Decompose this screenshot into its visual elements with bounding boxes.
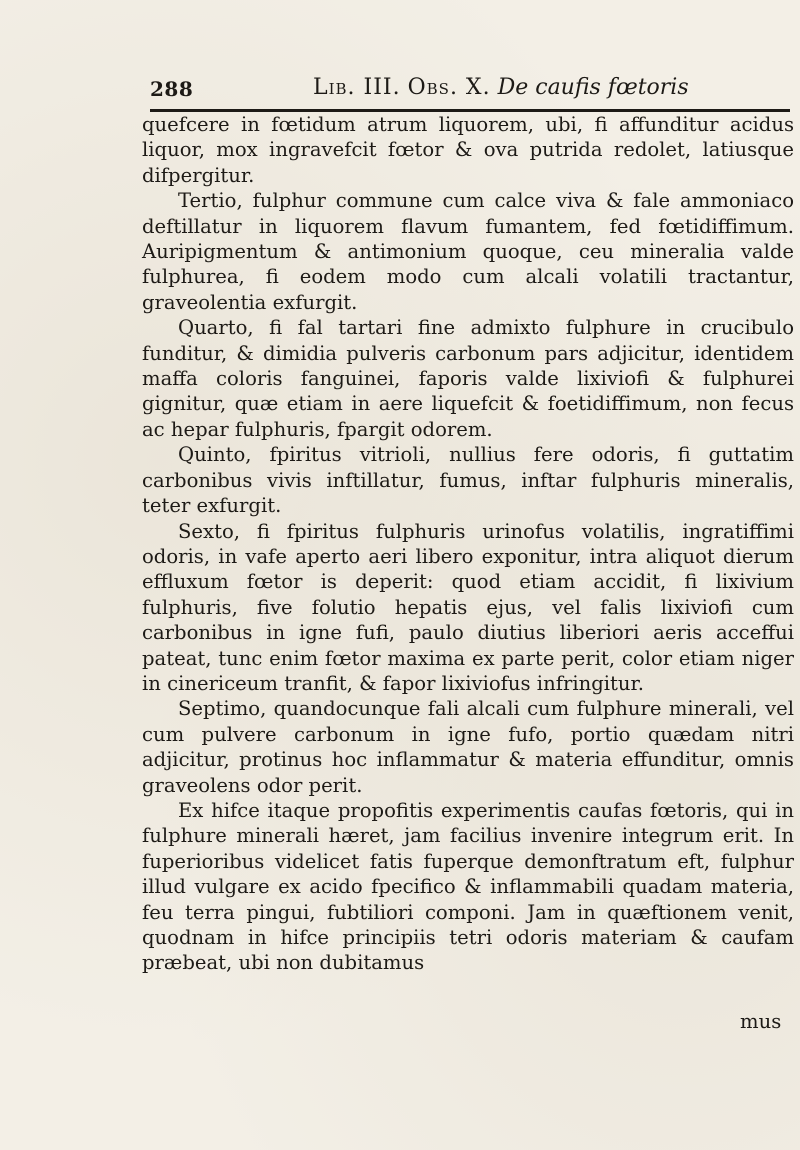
paragraph-continuation: quefcere in fœtidum atrum liquorem, ubi, fi affunditur acidus liquor, mox ingravefcit fœtor & ova putrida redolet, latiusque difpergitur. (142, 113, 794, 187)
paragraph-conclusion: Ex hifce itaque propofitis experimentis caufas fœtoris, qui in fulphure minerali hæret, jam facilius invenire integrum erit. In fuperioribus videlicet fatis fuperque demonftratum eft, fulphur illud vulgare ex acido fpecifico & inflammabili quadam materia, feu terra pingui, fubtiliori componi. Jam in quæftionem venit, quodnam in hifce principiis tetri odoris materiam & caufam præbeat, ubi non dubitamus (142, 798, 794, 975)
paragraph-tertio: Tertio, fulphur commune cum calce viva & fale ammoniaco deftillatur in liquorem flavum fumantem, fed fœtidiffimum. Auripigmentum & antimonium quoque, ceu mineralia valde fulphurea, fi eodem modo cum alcali volatili tractantur, graveolentia exfurgit. (142, 189, 794, 314)
running-head-book: Lib. III. (313, 75, 401, 100)
page-header (150, 75, 788, 107)
page-number: 288 (150, 77, 194, 101)
running-head (313, 75, 689, 100)
running-head-observation: Obs. X. (407, 75, 491, 100)
running-head-title: De caufis fœtoris (497, 75, 689, 100)
paragraph-quinto: Quinto, fpiritus vitrioli, nullius fere odoris, fi guttatim carbonibus vivis inftillatur, fumus, inftar fulphuris mineralis, teter exfurgit. (142, 443, 794, 518)
catchword: mus (740, 1010, 782, 1033)
body-text (142, 112, 794, 976)
paragraph-sexto: Sexto, fi fpiritus fulphuris urinofus volatilis, ingratiffimi odoris, in vafe aperto aeri libero exponitur, intra aliquot dierum effluxum fœtor is deperit: quod etiam accidit, fi lixivium fulphuris, five folutio hepatis ejus, vel falis lixiviofi cum carbonibus in igne fufi, paulo diutius liberiori aeris acceffui pateat, tunc enim fœtor maxima ex parte perit, color etiam niger in cinericeum tranfit, & fapor lixiviofus infringitur. (142, 519, 794, 695)
paragraph-quarto: Quarto, fi fal tartari fine admixto fulphure in crucibulo funditur, & dimidia pulveris carbonum pars adjicitur, identidem maffa coloris fanguinei, faporis valde lixiviofi & fulphurei gignitur, quæ etiam in aere liquefcit & foetidiffimum, non fecus ac hepar fulphuris, fpargit odorem. (142, 316, 794, 441)
paragraph-septimo: Septimo, quandocunque fali alcali cum fulphure minerali, vel cum pulvere carbonum in igne fufo, portio quædam nitri adjicitur, protinus hoc inflammatur & materia effunditur, omnis graveolens odor perit. (142, 697, 794, 797)
